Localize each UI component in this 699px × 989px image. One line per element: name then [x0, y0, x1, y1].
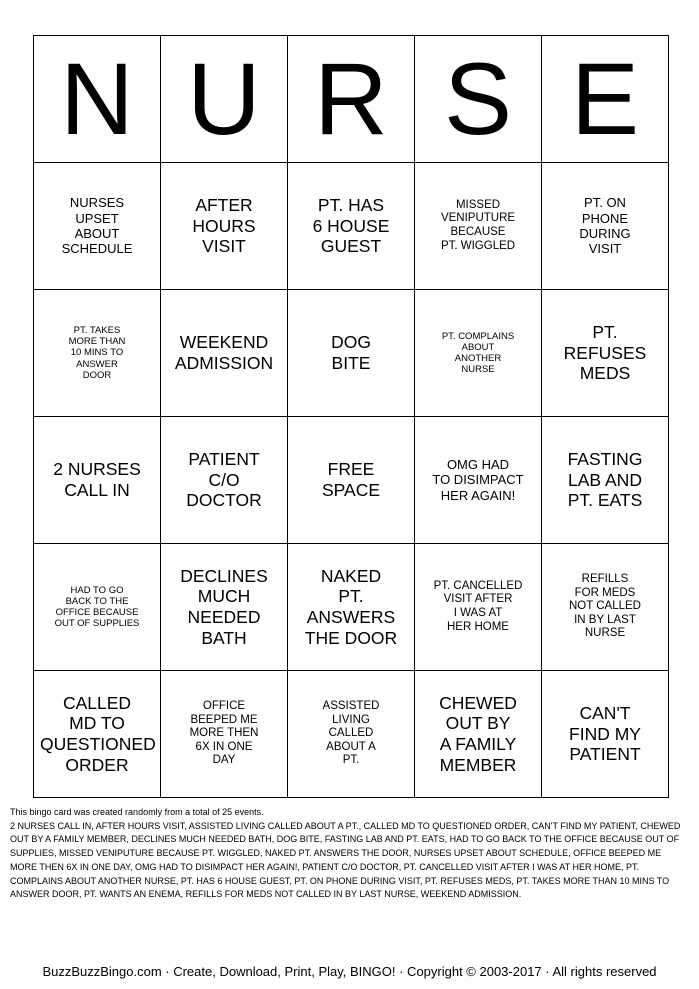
bingo-cell [161, 417, 288, 544]
bingo-cell [288, 163, 415, 290]
bingo-cell [34, 290, 161, 417]
cell-text: PT. COMPLAINS ABOUT ANOTHER NURSE [441, 330, 515, 376]
bingo-cell [415, 163, 542, 290]
cell-text: PT. CANCELLED VISIT AFTER I WAS AT HER HOME [433, 579, 523, 633]
bingo-cell [288, 544, 415, 671]
cell-text: NURSES UPSET ABOUT SCHEDULE [61, 195, 133, 257]
cell-text: AFTER HOURS VISIT [192, 195, 256, 257]
bingo-row [34, 290, 669, 417]
cell-text: PT. TAKES MORE THAN 10 MINS TO ANSWER DOOR [68, 324, 126, 381]
note-intro: This bingo card was created randomly from a total of 25 events. [10, 807, 264, 817]
cell-text: PT. ON PHONE DURING VISIT [579, 195, 631, 257]
cell-text: OMG HAD TO DISIMPACT HER AGAIN! [432, 457, 524, 503]
bingo-cell [415, 544, 542, 671]
cell-text: DOG BITE [331, 332, 371, 373]
cell-text: FASTING LAB AND PT. EATS [567, 449, 643, 511]
free-space-cell [288, 417, 415, 544]
bingo-card [33, 35, 669, 798]
bingo-cell [542, 163, 669, 290]
cell-text: PATIENT C/O DOCTOR [186, 449, 262, 511]
cell-text: MISSED VENIPUTURE BECAUSE PT. WIGGLED [440, 198, 516, 252]
bingo-cell [542, 671, 669, 798]
header-letter-e: E [542, 36, 669, 163]
bingo-cell [542, 290, 669, 417]
event-list-note [10, 806, 690, 902]
cell-text: CHEWED OUT BY A FAMILY MEMBER [439, 692, 517, 775]
cell-text: OFFICE BEEPED ME MORE THEN 6X IN ONE DAY [189, 700, 259, 767]
cell-text: WEEKEND ADMISSION [174, 332, 274, 373]
header-letter-r: R [288, 36, 415, 163]
bingo-cell [161, 163, 288, 290]
cell-text: DECLINES MUCH NEEDED BATH [180, 565, 268, 648]
bingo-cell [34, 163, 161, 290]
bingo-cell [161, 671, 288, 798]
bingo-cell [34, 671, 161, 798]
header-letter-n: N [34, 36, 161, 163]
cell-text: PT. HAS 6 HOUSE GUEST [312, 195, 390, 257]
bingo-cell [542, 417, 669, 544]
header-letter-s: S [415, 36, 542, 163]
bingo-row [34, 417, 669, 544]
header-letter-u: U [161, 36, 288, 163]
bingo-row [34, 163, 669, 290]
bingo-row [34, 544, 669, 671]
cell-text: CALLED MD TO QUESTIONED ORDER [40, 692, 156, 775]
cell-text: PT. REFUSES MEDS [563, 322, 647, 384]
note-events: 2 NURSES CALL IN, AFTER HOURS VISIT, ASSISTED LIVING CALLED ABOUT A PT., CALLED MD TO QUESTIONED ORDER, CAN'T FIND MY PATIENT, CHEWED OUT BY A FAMILY MEMBER, DECLINES MUCH NEEDED BATH, DOG BITE, FASTING LAB AND PT. EATS, HAD TO GO BACK TO THE OFFICE BECAUSE OUT OF SUPPLIES, MISSED VENIPUTURE BECAUSE PT. WIGGLED, NAKED PT. ANSWERS THE DOOR, NURSES UPSET ABOUT SCHEDULE, OFFICE BEEPED ME MORE THEN 6X IN ONE DAY, OMG HAD TO DISIMPACT HER AGAIN!, PATIENT C/O DOCTOR, PT. CANCELLED VISIT AFTER I WAS AT HER HOME, PT. COMPLAINS ABOUT ANOTHER NURSE, PT. HAS 6 HOUSE GUEST, PT. ON PHONE DURING VISIT, PT. REFUSES MEDS, PT. TAKES MORE THAN 10 MINS TO ANSWER DOOR, PT. WANTS AN ENEMA, REFILLS FOR MEDS NOT CALLED IN BY LAST NURSE, WEEKEND ADMISSION. [10, 820, 681, 900]
bingo-cell [161, 290, 288, 417]
bingo-cell [288, 290, 415, 417]
bingo-cell [161, 544, 288, 671]
cell-text: CAN'T FIND MY PATIENT [569, 703, 641, 765]
footer-credit: BuzzBuzzBingo.com · Create, Download, Print, Play, BINGO! · Copyright © 2003-2017 · All rights reserved [42, 964, 657, 979]
bingo-cell [288, 671, 415, 798]
bingo-cell [542, 544, 669, 671]
cell-text: HAD TO GO BACK TO THE OFFICE BECAUSE OUT OF SUPPLIES [54, 584, 140, 630]
bingo-cell [34, 417, 161, 544]
cell-text: NAKED PT. ANSWERS THE DOOR [304, 565, 398, 648]
cell-text: ASSISTED LIVING CALLED ABOUT A PT. [322, 700, 380, 767]
bingo-cell [415, 671, 542, 798]
cell-text: REFILLS FOR MEDS NOT CALLED IN BY LAST NURSE [568, 573, 641, 640]
bingo-cell [34, 544, 161, 671]
cell-text: 2 NURSES CALL IN [53, 459, 141, 500]
bingo-cell [415, 417, 542, 544]
header-row [34, 36, 669, 163]
bingo-row [34, 671, 669, 798]
bingo-cell [415, 290, 542, 417]
cell-text: FREE SPACE [321, 459, 381, 500]
